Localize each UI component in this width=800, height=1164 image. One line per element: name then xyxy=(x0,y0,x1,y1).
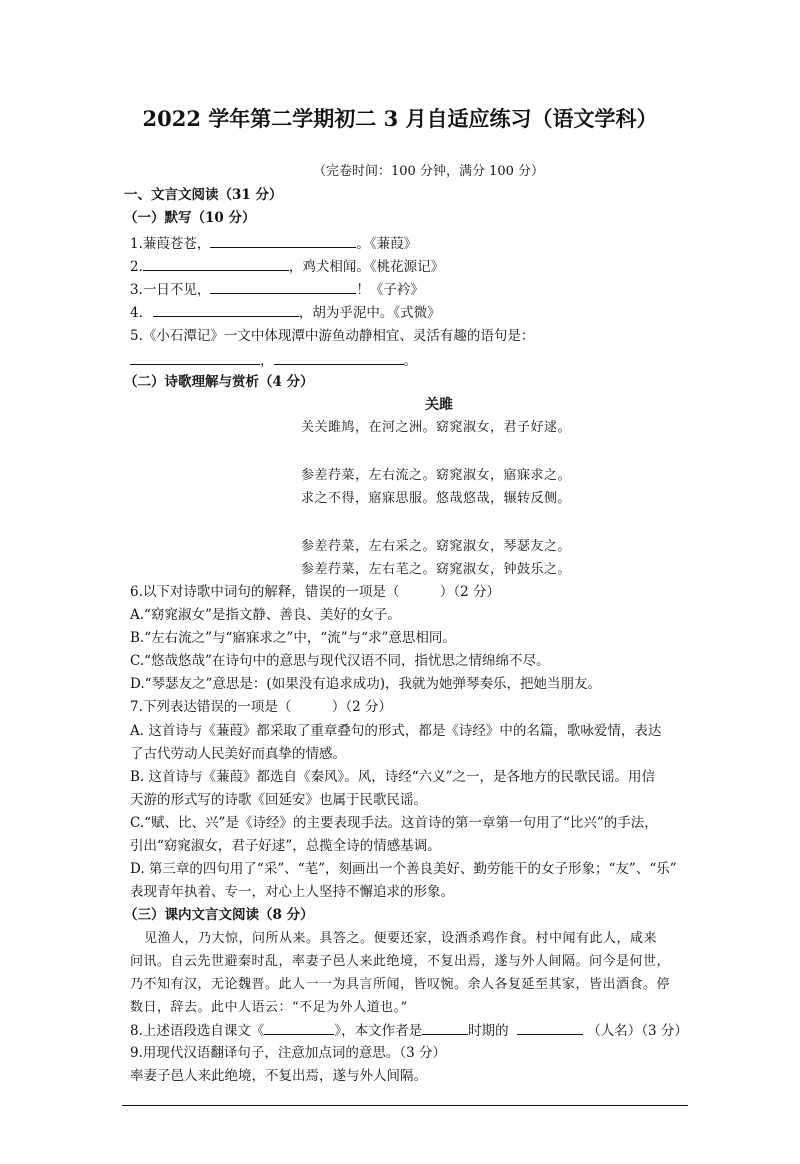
poem-line: 参差荇菜，左右芼之。窈窕淑女，钟鼓乐之。 xyxy=(301,562,572,577)
question-9-sentence: 率妻子邑人来此绝境，不复出焉，遂与外人间隔。 xyxy=(130,1068,427,1084)
question-1-text: 1.蒹葭苍苍， xyxy=(130,236,211,252)
question-6-option-a: A.“窈窕淑女”是指文静、善良、美好的女子。 xyxy=(130,607,401,623)
question-4 xyxy=(130,303,441,323)
question-8-text: 8.上述语段选自课文《 xyxy=(130,1023,265,1039)
answer-blank[interactable] xyxy=(210,234,356,248)
question-7-option-c: C.“赋、比、兴”是《诗经》的主要表现手法。这首诗的第一章第一句用了“比兴”的手法， xyxy=(130,815,658,831)
part-2-heading: （二）诗歌理解与赏析（4 分） xyxy=(124,374,314,390)
question-8 xyxy=(130,1021,688,1041)
question-7-option-a: A. 这首诗与《蒹葭》都采取了重章叠句的形式，都是《诗经》中的名篇，歌咏爱情，表达 xyxy=(130,723,662,739)
question-8-period: 时期的 xyxy=(468,1023,509,1039)
passage-line: 见渔人，乃大惊，问所从来。具答之。便要还家，设酒杀鸡作食。村中闻有此人，咸来 xyxy=(144,931,658,946)
section-1-heading: 一、文言文阅读（31 分） xyxy=(124,187,283,203)
question-3-source: ！《子衿》 xyxy=(356,282,424,298)
question-7-option-a-cont: 了古代劳动人民美好而真挚的情感。 xyxy=(130,746,346,762)
question-3 xyxy=(130,280,424,300)
passage-line: 数日，辞去。此中人语云：“不足为外人道也。” xyxy=(130,1000,408,1015)
poem-title: 关雎 xyxy=(425,397,453,413)
poem-line: 参差荇菜，左右流之。窈窕淑女，寤寐求之。 xyxy=(301,468,572,483)
question-7-option-b-cont: 天游的形式写的诗歌《回延安》也属于民歌民谣。 xyxy=(130,792,427,808)
question-5-separator: ， xyxy=(260,353,274,369)
question-4-text: 4. xyxy=(130,305,143,321)
question-3-text: 3.一日不见， xyxy=(130,282,211,298)
answer-blank[interactable] xyxy=(274,351,404,365)
answer-blank[interactable] xyxy=(153,303,299,317)
poem-line: 参差荇菜，左右采之。窈窕淑女，琴瑟友之。 xyxy=(301,539,572,554)
exam-subtitle: （完卷时间：100 分钟，满分 100 分） xyxy=(313,164,545,179)
poem-line: 关关雎鸠，在河之洲。窈窕淑女，君子好逑。 xyxy=(301,420,572,435)
question-1-source: 。《蒹葭》 xyxy=(356,236,418,252)
question-1 xyxy=(130,234,417,254)
answer-blank[interactable] xyxy=(143,257,289,271)
question-6-option-d: D.“琴瑟友之”意思是：(如果没有追求成功)，我就为她弹琴奏乐，把她当朋友。 xyxy=(130,676,601,692)
answer-line[interactable] xyxy=(122,1105,688,1106)
question-8-score: （人名）（3 分） xyxy=(587,1023,688,1039)
exam-title: 2022 学年第二学期初二 3 月自适应练习（语文学科） xyxy=(142,106,658,131)
passage-line: 问讯。自云先世避秦时乱，率妻子邑人来此绝境，不复出焉，遂与外人间隔。问今是何世， xyxy=(130,954,671,969)
question-2 xyxy=(130,257,444,277)
question-5-end: 。 xyxy=(403,353,417,369)
question-7: 7.下列表达错误的一项是（ ）（2 分） xyxy=(130,699,393,715)
poem-line: 求之不得，寤寐思服。悠哉悠哉，辗转反侧。 xyxy=(301,491,572,506)
question-2-text: 2. xyxy=(130,259,143,275)
question-2-source: ，鸡犬相闻。《桃花源记》 xyxy=(288,259,445,275)
question-5: 5.《小石潭记》一文中体现潭中游鱼动静相宜、灵活有趣的语句是： xyxy=(130,328,535,344)
part-3-heading: （三）课内文言文阅读（8 分） xyxy=(124,907,314,923)
passage-line: 乃不知有汉，无论魏晋。此人一一为具言所闻，皆叹惋。余人各复延至其家，皆出酒食。停 xyxy=(130,977,671,992)
answer-blank[interactable] xyxy=(264,1021,334,1035)
question-7-option-b: B. 这首诗与《蒹葭》都选自《秦风》。风，诗经“六义”之一，是各地方的民歌民谣。用信 xyxy=(130,769,656,785)
question-7-option-c-cont: 引出“窈窕淑女，君子好逑”，总揽全诗的情感基调。 xyxy=(130,838,441,854)
question-8-author: 》，本文作者是 xyxy=(334,1023,423,1039)
question-7-option-d-cont: 表现青年执着、专一，对心上人坚持不懈追求的形象。 xyxy=(130,884,454,900)
answer-blank[interactable] xyxy=(517,1021,583,1035)
question-6: 6.以下对诗歌中词句的解释，错误的一项是（ ）（2 分） xyxy=(130,584,501,600)
answer-blank[interactable] xyxy=(422,1021,468,1035)
question-6-option-c: C.“悠哉悠哉”在诗句中的意思与现代汉语不同，指忧思之情绵绵不尽。 xyxy=(130,653,550,669)
question-7-option-d: D. 第三章的四句用了“采”、“芼”，刻画出一个善良美好、勤劳能干的女子形象；“友”、“乐” xyxy=(130,861,677,877)
part-1-heading: （一）默写（10 分） xyxy=(124,210,256,226)
question-9: 9.用现代汉语翻译句子，注意加点词的意思。（3 分） xyxy=(130,1045,447,1061)
answer-blank[interactable] xyxy=(210,280,356,294)
question-6-option-b: B.“左右流之”与“寤寐求之”中，“流”与“求”意思相同。 xyxy=(130,630,456,646)
question-4-source: ，胡为乎泥中。《式微》 xyxy=(298,305,441,321)
answer-blank[interactable] xyxy=(130,351,260,365)
question-5-answer xyxy=(130,351,417,371)
